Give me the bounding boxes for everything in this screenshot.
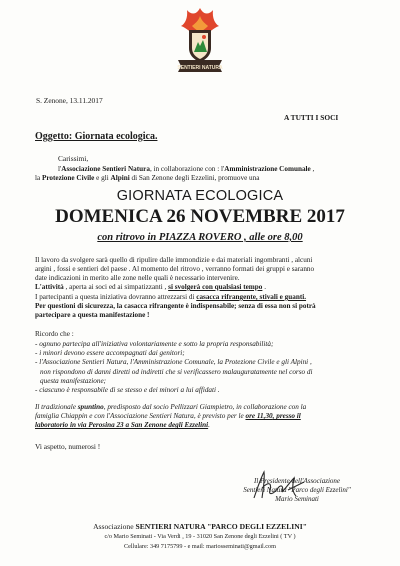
footer-contacts: Cellulare: 349 7175799 - e mail: mariosseminati@gmail.com <box>124 543 276 550</box>
closing-paragraph: Il tradizionale spuntino, predisposto dal socio Pellizzari Giampietro, in collaborazione con la famiglia Chiappin e con l'Associazione Sentieri Natura, è previsto per le ore 11,30, presso il laboratorio in via Perosina 23 a San Zenone degli Ezzelini. <box>35 403 307 430</box>
footer-organization: Associazione SENTIERI NATURA "PARCO DEGLI EZZELINI" <box>93 522 307 531</box>
event-date: DOMENICA 26 NOVEMBRE 2017 <box>55 206 345 227</box>
reminders-heading: Ricordo che : <box>35 330 74 338</box>
footer-address: c/o Mario Seminati - Via Verdi , 19 - 31020 San Zenone degli Ezzelini ( TV ) <box>104 533 296 540</box>
farewell: Vi aspetto, numerosi ! <box>35 442 101 451</box>
event-meeting-point: con ritrovo in PIAZZA ROVERO , alle ore 8,00 <box>97 232 303 243</box>
shield-icon <box>189 30 211 62</box>
list-item: - ciascuno è responsabile di se stesso e dei minori a lui affidati . <box>35 386 220 395</box>
body-paragraph-3: I partecipanti a questa iniziativa dovranno attrezzarsi di casacca rifrangente, stivali e guanti. <box>35 293 307 301</box>
subject-line: Oggetto: Giornata ecologica. <box>35 131 158 142</box>
association-logo <box>173 6 227 72</box>
ribbon-icon <box>177 60 223 72</box>
event-title: GIORNATA ECOLOGICA <box>116 188 284 204</box>
place-date: S. Zenone, 13.11.2017 <box>36 96 103 105</box>
list-item: questa manifestazione; <box>40 376 107 385</box>
intro-paragraph: l'Associazione Sentieri Natura, in collaborazione con : l'Amministrazione Comunale , <box>58 165 315 173</box>
list-item: - ognuno partecipa all'iniziativa volontariamente e sotto la propria responsabilità; <box>35 340 274 348</box>
signature-block: Il Presidente dell'Associazione Sentieri Natura "Parco degli Ezzelini" Mario Seminati <box>243 477 351 503</box>
list-item: - l'Associazione Sentieri Natura, l'Amministrazione Comunale, la Protezione Civile e gli Alpini , <box>35 358 312 367</box>
body-paragraph-2: L'attività , aperta ai soci ed ai simpatizzanti , si svolgerà con qualsiasi tempo . <box>35 283 266 291</box>
safety-warning: Per questioni di sicurezza, la casacca rifrangente è indispensabile; senza di essa non si potrà partecipare a questa manifestazione ! <box>35 302 316 320</box>
recipient: A TUTTI I SOCI <box>284 113 339 122</box>
list-item: - i minori devono essere accompagnati dai genitori; <box>35 349 185 358</box>
intro-paragraph-line2: la Protezione Civile e gli Alpini di San Zenone degli Ezzelini, promuove una <box>35 174 260 182</box>
handwritten-signature <box>248 468 308 504</box>
list-item: non rispondono di danni diretti od indiretti che si verificassero malauguratamente nel corso di <box>40 367 313 376</box>
body-paragraph-1: Il lavoro da svolgere sarà quello di ripulire dalle immondizie e dai materiali ingombranti , alcuni argini , fossi e sentieri del paese . Al momento del ritrovo , verranno formati dei gruppi e saranno date indicazioni in merito alle zone nelle quali è necessario intervenire. <box>35 256 315 283</box>
logo-ribbon-text: SENTIERI NATURA <box>177 64 223 71</box>
reminders-list <box>35 340 375 395</box>
salutation: Carissimi, <box>58 154 89 163</box>
